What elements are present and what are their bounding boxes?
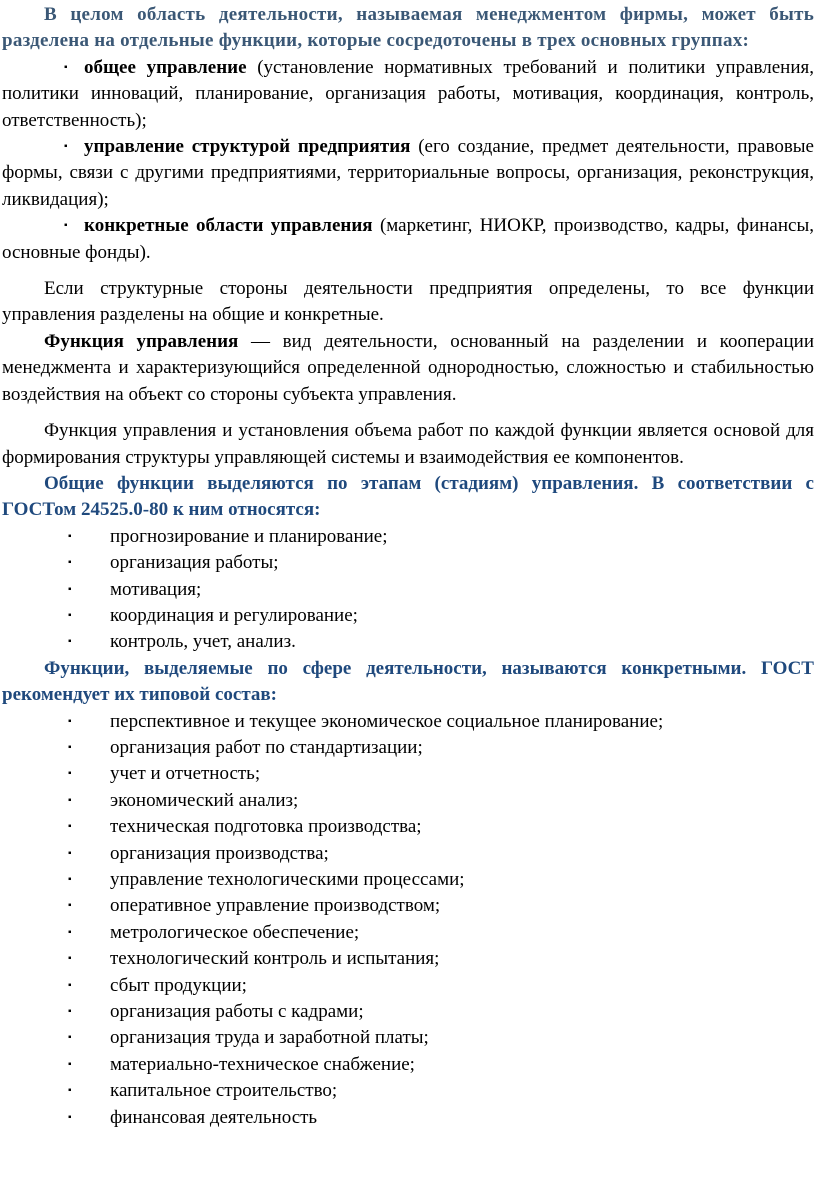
list-item-text: экономический анализ; xyxy=(110,789,299,811)
list-item-text: финансовая деятельность xyxy=(110,1106,318,1128)
bullet-icon: ▪ xyxy=(68,847,72,859)
bullet-icon: ▪ xyxy=(64,141,68,153)
bullet-icon: ▪ xyxy=(68,741,72,753)
list-item xyxy=(2,1078,814,1104)
bullet-icon: ▪ xyxy=(68,1006,72,1018)
bullet-icon: ▪ xyxy=(68,926,72,938)
bullet-icon: ▪ xyxy=(68,583,72,595)
list-item-text: организация работ по стандартизации; xyxy=(110,736,423,758)
bullet-icon: ▪ xyxy=(68,794,72,806)
specific-functions-heading: Функции, выделяемые по сфере деятельности, называются конкретными. ГОСТ рекомендует их типовой состав: xyxy=(2,657,814,706)
list-item-text: капитальное строительство; xyxy=(110,1080,338,1102)
bullet-icon: ▪ xyxy=(68,1111,72,1123)
list-item-text: управление технологическими процессами; xyxy=(110,869,465,890)
group-desc: (его создание, предмет деятельности, правовые формы, связи с другими предприятиями, территориальные вопросы, организация, реконструкция, ликвидация); xyxy=(2,136,814,210)
general-functions-list xyxy=(2,524,814,656)
list-item-text: техническая подготовка производства; xyxy=(110,816,422,838)
list-item xyxy=(2,761,814,787)
list-item xyxy=(2,867,814,893)
bullet-icon: ▪ xyxy=(68,1058,72,1070)
specific-functions-list xyxy=(2,709,814,1132)
list-item-text: оперативное управление производством; xyxy=(110,895,441,917)
bullet-icon: ▪ xyxy=(68,874,72,885)
list-item xyxy=(2,550,814,576)
definition-text: — вид деятельности, основанный на разделении и кооперации менеджмента и характеризующийся определенной однородностью, сложностью и стабильностью воздействия на объект со стороны субъекта управления. xyxy=(2,330,814,405)
list-item-text: организация производства; xyxy=(110,842,329,864)
list-item-text: организация работы; xyxy=(110,552,279,574)
list-item-text: перспективное и текущее экономическое социальное планирование; xyxy=(110,710,664,732)
bullet-icon: ▪ xyxy=(68,1032,72,1044)
bullet-icon: ▪ xyxy=(64,220,68,232)
list-item-text: организация работы с кадрами; xyxy=(110,1001,364,1023)
bullet-icon: ▪ xyxy=(68,557,72,569)
bullet-icon: ▪ xyxy=(68,900,72,912)
list-item xyxy=(2,577,814,603)
list-item-text: материально-техническое снабжение; xyxy=(110,1053,415,1075)
bullet-icon: ▪ xyxy=(68,953,72,965)
group-term: управление структурой предприятия xyxy=(84,136,411,158)
general-functions-heading: Общие функции выделяются по этапам (стадиям) управления. В соответствии с ГОСТом 24525.0-80 к ним относятся: xyxy=(2,472,814,521)
bullet-icon: ▪ xyxy=(68,715,72,727)
list-item xyxy=(2,735,814,761)
bullet-icon: ▪ xyxy=(68,821,72,833)
bullet-icon: ▪ xyxy=(68,636,72,648)
definition-term: Функция управления xyxy=(44,330,239,352)
list-item-text: мотивация; xyxy=(110,578,202,600)
list-item-text: координация и регулирование; xyxy=(110,604,358,626)
list-item xyxy=(2,841,814,867)
list-item-text: контроль, учет, анализ. xyxy=(110,631,296,653)
list-item-text: сбыт продукции; xyxy=(110,974,247,996)
group-term: конкретные области управления xyxy=(84,215,373,237)
list-item xyxy=(2,603,814,629)
list-item-text: прогнозирование и планирование; xyxy=(110,525,388,547)
list-item xyxy=(2,946,814,972)
bullet-icon: ▪ xyxy=(68,1085,72,1097)
group-desc: (маркетинг, НИОКР, производство, кадры, финансы, основные фонды). xyxy=(2,215,814,263)
bullet-icon: ▪ xyxy=(68,768,72,780)
list-item xyxy=(2,1052,814,1078)
intro-heading: В целом область деятельности, называемая менеджментом фирмы, может быть разделена на отдельные функции, которые сосредоточены в трех основных группах: xyxy=(2,4,814,52)
list-item-text: учет и отчетность; xyxy=(110,763,261,785)
list-item xyxy=(2,629,814,655)
list-item xyxy=(2,213,814,266)
list-item xyxy=(2,814,814,840)
paragraph-basis: Функция управления и установления объема работ по каждой функции является основой для формирования структуры управляющей системы и взаимодействия ее компонентов. xyxy=(2,420,814,468)
list-item xyxy=(2,893,814,919)
list-item-text: технологический контроль и испытания; xyxy=(110,948,440,970)
list-item xyxy=(2,999,814,1025)
group-term: общее управление xyxy=(84,56,247,78)
paragraph-structural: Если структурные стороны деятельности предприятия определены, то все функции управления разделены на общие и конкретные. xyxy=(2,278,814,326)
list-item xyxy=(2,709,814,735)
paragraph-definition xyxy=(2,329,814,408)
list-item-text: метрологическое обеспечение; xyxy=(110,921,360,943)
bullet-icon: ▪ xyxy=(64,61,68,73)
groups-list xyxy=(2,55,814,266)
list-item-text: организация труда и заработной платы; xyxy=(110,1027,429,1049)
list-item xyxy=(2,973,814,999)
bullet-icon: ▪ xyxy=(68,530,72,542)
list-item xyxy=(2,920,814,946)
list-item xyxy=(2,524,814,550)
list-item xyxy=(2,134,814,213)
bullet-icon: ▪ xyxy=(68,609,72,621)
bullet-icon: ▪ xyxy=(68,979,72,991)
group-desc: (установление нормативных требований и политики управления, политики инноваций, планирование, организация работы, мотивация, координация, контроль, ответственность); xyxy=(2,56,814,131)
list-item xyxy=(2,1025,814,1051)
list-item xyxy=(2,55,814,134)
list-item xyxy=(2,1105,814,1131)
list-item xyxy=(2,788,814,814)
